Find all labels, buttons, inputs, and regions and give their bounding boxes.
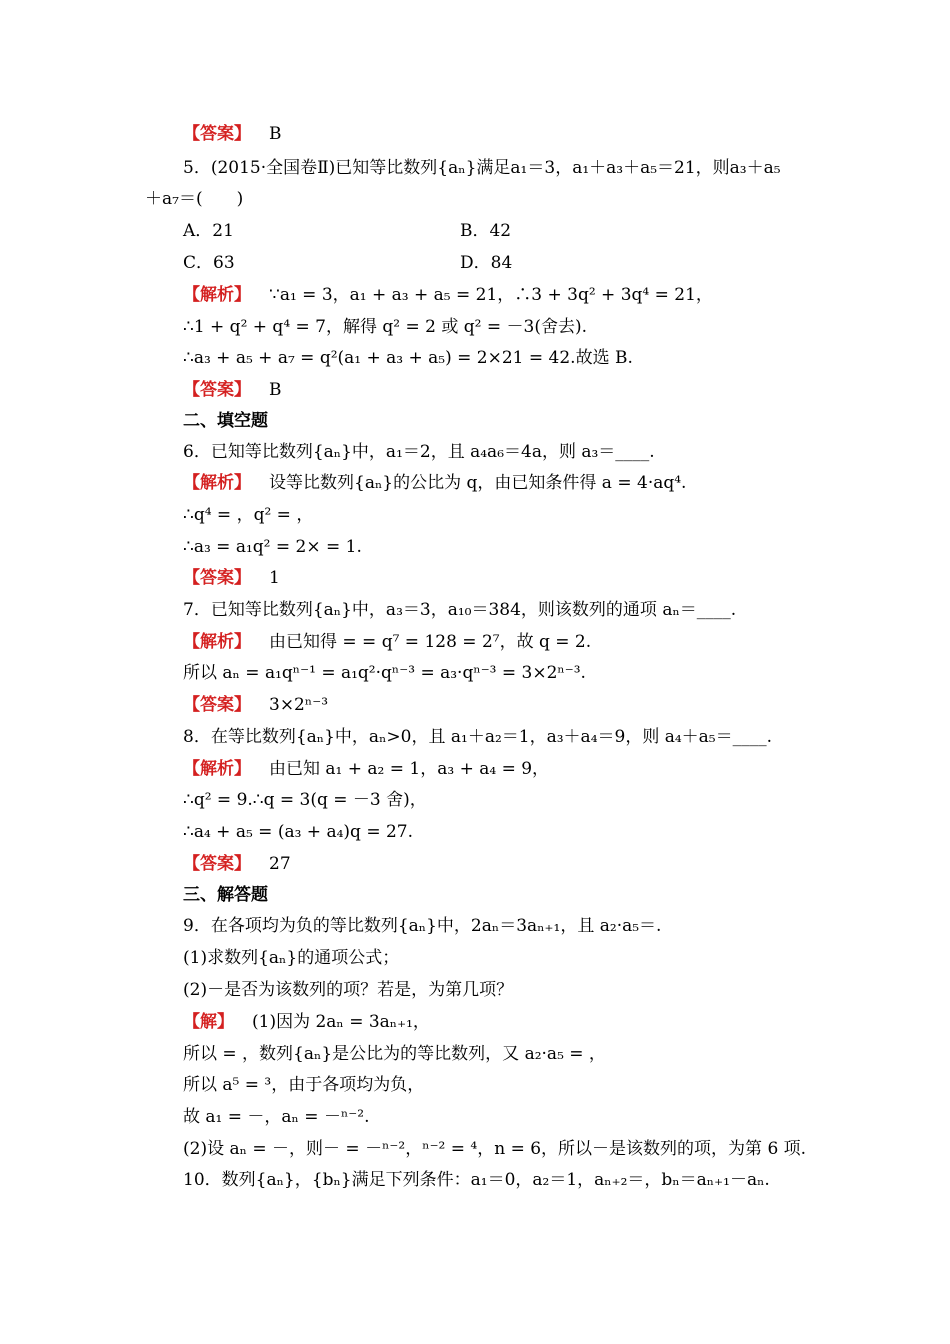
- q8-analysis-text: 由已知 a₁ + a₂ = 1，a₃ + a₄ = 9，: [269, 759, 550, 779]
- q7-answer: 3×2ⁿ⁻³: [269, 695, 329, 715]
- q7-analysis-text: 由已知得 = = q⁷ = 128 = 2⁷，故 q = 2.: [269, 632, 592, 652]
- q7-analysis-line1: [183, 630, 591, 654]
- analysis-tag: 【解析】: [183, 632, 251, 652]
- section-title-solve: 三、解答题: [183, 885, 268, 905]
- q8-analysis-line3: ∴a₄ + a₅ = (a₃ + a₄)q = 27.: [183, 822, 414, 842]
- answer-tag: 【答案】: [183, 695, 251, 715]
- q5-answer-line: [183, 378, 282, 402]
- section-title-fill-in: 二、填空题: [183, 411, 268, 431]
- q9-solution-line3: 所以 a⁵ = ³，由于各项均为负，: [183, 1075, 425, 1095]
- q5-option-d: D．84: [460, 253, 513, 273]
- q4-answer-line: [183, 122, 282, 146]
- q5-analysis-line3: ∴a₃ + a₅ + a₇ = q²(a₁ + a₃ + a₅) = 2×21 = 42.故选 B.: [183, 348, 633, 368]
- q8-analysis-line2: ∴q² = 9.∴q = 3(q = －3 舍)，: [183, 790, 427, 810]
- q6-answer: 1: [269, 568, 280, 588]
- answer-tag: 【答案】: [183, 124, 251, 144]
- q9-solution-line5: (2)设 aₙ = －，则－ = －ⁿ⁻²，ⁿ⁻² = ⁴，n = 6，所以－是该数列的项，为第 6 项.: [183, 1139, 807, 1159]
- q9-solution-line4: 故 a₁ = －，aₙ = －ⁿ⁻².: [183, 1107, 370, 1127]
- answer-tag: 【答案】: [183, 568, 251, 588]
- q5-option-a: A．21: [183, 221, 234, 241]
- q9-solution-line1: [183, 1010, 430, 1034]
- q9-solution-text: (1)因为 2aₙ = 3aₙ₊₁，: [252, 1012, 430, 1032]
- q6-analysis-line3: ∴a₃ = a₁q² = 2× = 1.: [183, 537, 362, 557]
- q6-answer-line: [183, 566, 280, 590]
- q8-stem: 8．在等比数列{aₙ}中，aₙ>0，且 a₁＋a₂＝1，a₃＋a₄＝9，则 a₄＋a₅＝____.: [183, 727, 773, 747]
- q5-option-c: C．63: [183, 253, 235, 273]
- q7-stem: 7．已知等比数列{aₙ}中，a₃＝3，a₁₀＝384，则该数列的通项 aₙ＝____.: [183, 600, 737, 620]
- analysis-tag: 【解析】: [183, 285, 251, 305]
- answer-tag: 【答案】: [183, 854, 251, 874]
- q8-answer: 27: [269, 854, 291, 874]
- answer-tag: 【答案】: [183, 380, 251, 400]
- q8-answer-line: [183, 852, 291, 876]
- q9-stem: 9．在各项均为负的等比数列{aₙ}中，2aₙ＝3aₙ₊₁，且 a₂·a₅＝.: [183, 916, 662, 936]
- q5-option-b: B．42: [460, 221, 512, 241]
- q9-solution-line2: 所以 = ，数列{aₙ}是公比为的等比数列，又 a₂·a₅ = ，: [183, 1044, 606, 1064]
- q5-analysis-line2: ∴1 + q² + q⁴ = 7，解得 q² = 2 或 q² = －3(舍去).: [183, 317, 588, 337]
- q9-part2: (2)－是否为该数列的项？若是，为第几项？: [183, 980, 514, 1000]
- q5-stem-line2: ＋a₇＝( ): [145, 189, 244, 209]
- q9-part1: (1)求数列{aₙ}的通项公式；: [183, 948, 400, 968]
- q6-stem: 6．已知等比数列{aₙ}中，a₁＝2，且 a₄a₆＝4a，则 a₃＝____.: [183, 442, 655, 462]
- analysis-tag: 【解析】: [183, 759, 251, 779]
- q4-answer: B: [269, 124, 282, 144]
- q7-analysis-line2: 所以 aₙ = a₁qⁿ⁻¹ = a₁q²·qⁿ⁻³ = a₃·qⁿ⁻³ = 3×2ⁿ⁻³.: [183, 663, 586, 683]
- q10-stem: 10．数列{aₙ}，{bₙ}满足下列条件：a₁＝0，a₂＝1，aₙ₊₂＝，bₙ＝aₙ₊₁－aₙ.: [183, 1170, 770, 1190]
- q7-answer-line: [183, 693, 328, 717]
- q5-stem-line1: 5．(2015·全国卷Ⅱ)已知等比数列{aₙ}满足a₁＝3，a₁＋a₃＋a₅＝21，则a₃＋a₅: [183, 158, 781, 178]
- solution-tag: 【解】: [183, 1012, 234, 1032]
- q5-analysis-line1: [183, 283, 713, 307]
- q5-analysis-text: ∵a₁ = 3，a₁ + a₃ + a₅ = 21，∴3 + 3q² + 3q⁴ = 21，: [269, 285, 713, 305]
- q6-analysis-text: 设等比数列{aₙ}的公比为 q，由已知条件得 a = 4·aq⁴.: [269, 473, 687, 493]
- q6-analysis-line2: ∴q⁴ = ，q² = ，: [183, 505, 314, 525]
- q6-analysis-line1: [183, 471, 686, 495]
- q5-answer: B: [269, 380, 282, 400]
- analysis-tag: 【解析】: [183, 473, 251, 493]
- q8-analysis-line1: [183, 757, 549, 781]
